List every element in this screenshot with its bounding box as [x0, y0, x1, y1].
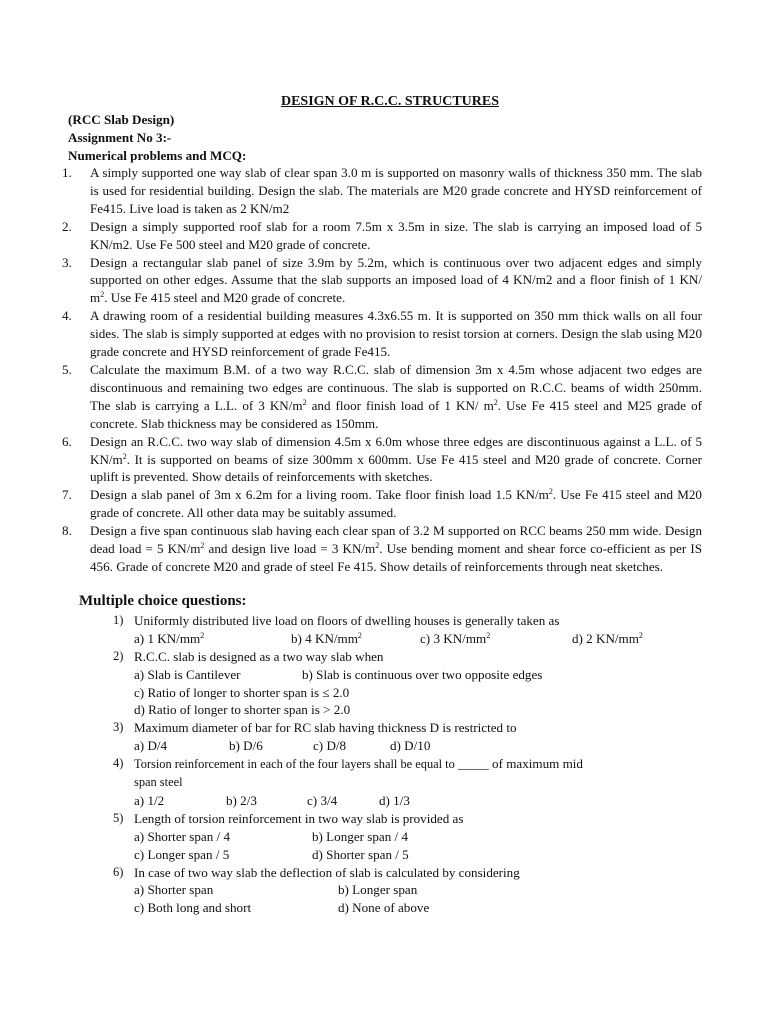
superscript: 2 [302, 397, 307, 407]
problem-item [62, 361, 702, 433]
question-text: Length of torsion reinforcement in two way slab is provided as [134, 810, 464, 826]
option-d: d) None of above [338, 900, 430, 916]
problem-item [62, 522, 702, 576]
problem-text: . Use Fe 415 steel and M20 grade of concrete. All other data may be suitably assumed. [90, 487, 702, 521]
option-d: d) D/10 [390, 738, 431, 754]
answer-blank: _____ [457, 757, 489, 772]
option-row [134, 666, 673, 684]
question-number: 5) [113, 810, 124, 825]
problem-text: Calculate the maximum B.M. of a two way R.C.C. slab of dimension 3m x 4.5m whose adjacent two edges are discontinuous and remaining two edges are continuous. The slab is supported on R.C.C. beams of width 250mm. The slab is carrying a L.L. of 3 KN/m [90, 361, 702, 413]
option-a: a) Shorter span [134, 882, 214, 898]
problem-text: Design an R.C.C. two way slab of dimension 4.5m x 6.0m whose three edges are discontinuous against a L.L. of 5 KN/m [90, 433, 702, 467]
problem-item [62, 433, 702, 487]
problem-number: 6. [62, 433, 72, 449]
mcq-heading: Multiple choice questions: [79, 593, 247, 609]
option-c: c) D/8 [313, 738, 347, 754]
problem-text: and design live load = 3 KN/m [204, 541, 376, 557]
superscript: 2 [122, 451, 127, 461]
question-text: Torsion reinforcement in each of the four layers shall be equal to _____ of maximum mid [134, 756, 583, 772]
problem-number: 3. [62, 254, 72, 270]
option-a: a) Slab is Cantilever [134, 666, 241, 682]
option-row [134, 630, 673, 648]
question-text-continued: span steel [134, 775, 183, 790]
option-d: d) Shorter span / 5 [312, 846, 409, 862]
option-row [134, 737, 673, 755]
problem-number: 2. [62, 218, 72, 234]
problem-text: A simply supported one way slab of clear span 3.0 m is supported on masonry walls of thickness 350 mm. The slab is used for residential building. Design the slab. The materials are M20 grade concrete and HYSD reinforcement of Fe415. Live load is taken as 2 KN/m2 [90, 165, 702, 216]
superscript: 2 [200, 541, 205, 551]
assignment-header [68, 111, 246, 165]
superscript: 2 [375, 541, 380, 551]
problem-text: Design a slab panel of 3m x 6.2m for a living room. Take floor finish load 1.5 KN/m [90, 487, 549, 503]
option-a: a) D/4 [134, 738, 168, 754]
problem-text: Design a rectangular slab panel of size 3.9m by 5.2m, which is continuous over two adjacent edges and simply supported on other edges. Assume that the slab supports an imposed load of 4 KN/m2 and a floor finish of 1 KN/ m [90, 254, 702, 306]
option-row [134, 846, 673, 864]
option-c: c) Both long and short [134, 900, 252, 916]
option-d: d) Ratio of longer to shorter span is > 2.0 [134, 702, 351, 718]
option-c: c) Ratio of longer to shorter span is ≤ 2.0 [134, 684, 350, 700]
option-b: b) Longer span [338, 882, 418, 898]
option-c: c) 3 $KN/mm^2$ [420, 630, 491, 646]
option-d: d) 2 $KN/mm^2$ [572, 630, 643, 646]
problem-number: 7. [62, 487, 72, 503]
option-row [134, 792, 673, 810]
problem-text: . It is supported on beams of size 300mm x 600mm. Use Fe 415 steel and M20 grade of concrete. Corner uplift is prevented. Show details of reinforcements with sketches. [90, 451, 702, 485]
mcq-question [113, 810, 673, 864]
mcq-question [113, 864, 673, 918]
question-text: Maximum diameter of bar for RC slab having thickness D is restricted to [134, 720, 517, 736]
question-text: Uniformly distributed live load on floors of dwelling houses is generally taken as [134, 613, 560, 628]
question-text: R.C.C. slab is designed as a two way slab when [134, 648, 384, 664]
mcq-question [113, 648, 673, 720]
problem-list [62, 164, 702, 576]
problem-number: 1. [62, 165, 72, 180]
superscript: 2 [548, 487, 553, 497]
mcq-question [113, 612, 673, 648]
document-title: DESIGN OF R.C.C. STRUCTURES [280, 94, 500, 109]
problem-item [62, 486, 702, 522]
question-number: 4) [113, 756, 124, 771]
option-b: b) 2/3 [226, 792, 257, 808]
problem-item [62, 218, 702, 254]
option-b: b) Longer span / 4 [312, 828, 408, 844]
section-heading: Numerical problems and MCQ: [68, 147, 247, 163]
problem-text: Design a simply supported roof slab for a room 7.5m x 3.5m in size. The slab is carrying an imposed load of 5 KN/m2. Use Fe 500 steel and M20 grade of concrete. [90, 218, 702, 252]
problem-item [62, 254, 702, 308]
mcq-question [113, 755, 673, 810]
question-number: 6) [113, 864, 124, 879]
option-c: c) 3/4 [307, 792, 338, 808]
option-row [134, 701, 673, 719]
problem-item [62, 164, 702, 218]
option-a: a) 1/2 [134, 792, 165, 808]
option-c: c) Longer span / 5 [134, 846, 230, 862]
question-number: 1) [113, 613, 124, 627]
option-a: a) 1 $KN/mm^2$ [134, 630, 205, 646]
option-row [134, 684, 673, 702]
option-row [134, 899, 673, 917]
option-row [134, 881, 673, 899]
problem-number: 5. [62, 361, 72, 377]
option-b: b) Slab is continuous over two opposite edges [302, 666, 543, 682]
problem-text: . Use Fe 415 steel and M25 grade of concrete. Slab thickness may be considered as 150mm. [90, 397, 702, 431]
problem-text: and floor finish load of 1 KN/ m [306, 397, 494, 413]
problem-number: 4. [62, 308, 72, 324]
assignment-number: Assignment No 3:- [68, 129, 172, 145]
question-text: In case of two way slab the deflection of slab is calculated by considering [134, 864, 520, 880]
problem-item [62, 307, 702, 361]
option-row [134, 828, 673, 846]
superscript: 2 [100, 290, 105, 300]
option-b: b) D/6 [229, 738, 263, 754]
superscript: 2 [493, 397, 498, 407]
problem-text: . Use Fe 415 steel and M20 grade of concrete. [104, 290, 346, 306]
option-b: b) 4 $KN/mm^2$ [291, 630, 362, 646]
problem-text: A drawing room of a residential building measures 4.3x6.55 m. It is supported on 350 mm thick walls on all four sides. The slab is simply supported at edges with no provision to resist torsion at corners. Design the slab using M20 grade concrete and HYSD reinforcement of grade Fe415. [90, 308, 702, 360]
mcq-list [113, 612, 673, 917]
problem-number: 8. [62, 523, 72, 539]
option-a: a) Shorter span / 4 [134, 828, 230, 844]
problem-text: Design a five span continuous slab having each clear span of 3.2 M supported on RCC beams 250 mm wide. Design dead load = 5 KN/m [90, 523, 702, 557]
problem-text: . Use bending moment and shear force co-efficient as per IS 456. Grade of concrete M20 and grade of steel Fe 415. Show details of reinforcements through neat sketches. [90, 541, 702, 574]
mcq-question [113, 719, 673, 755]
subtitle: (RCC Slab Design) [68, 112, 175, 127]
question-number: 3) [113, 720, 124, 735]
question-number: 2) [113, 648, 124, 663]
option-d: d) 1/3 [379, 792, 410, 808]
